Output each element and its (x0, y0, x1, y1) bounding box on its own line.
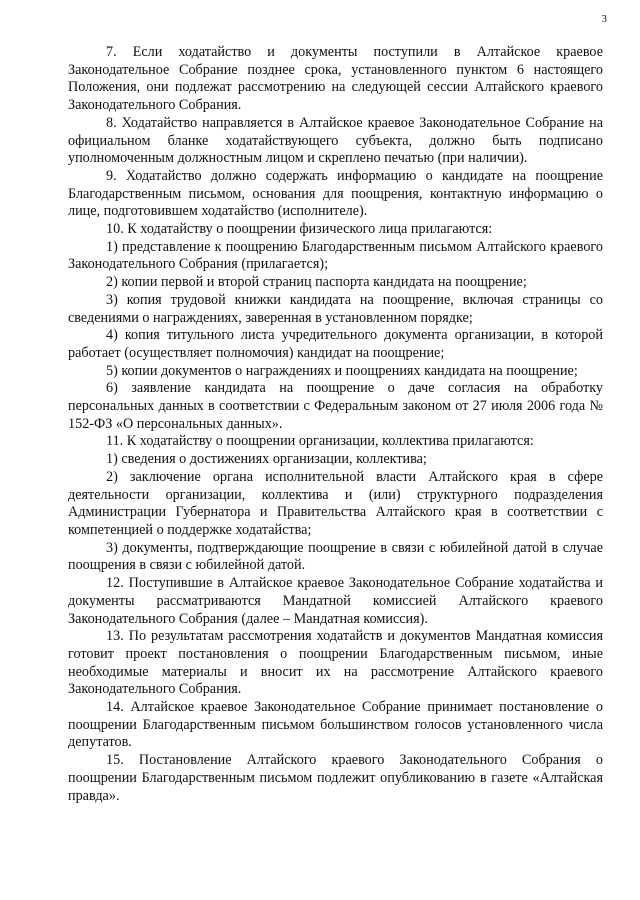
paragraph-14: 14. Алтайское краевое Законодательное Собрание принимает постановление о поощрении Благодарственным письмом большинством голосов установленного числа депутатов. (68, 699, 603, 751)
paragraph-10-item-3: 3) копия трудовой книжки кандидата на поощрение, включая страницы со сведениями о награждениях, заверенная в установленном порядке; (68, 291, 603, 326)
paragraph-11-item-2: 2) заключение органа исполнительной власти Алтайского края в сфере деятельности организации, коллектива и (или) структурного подразделения Администрации Губернатора и Правительства Алтайского края в соответствии с компетенцией о поддержке ходатайства; (68, 468, 603, 538)
document-body (68, 44, 603, 805)
paragraph-10-item-6: 6) заявление кандидата на поощрение о даче согласия на обработку персональных данных в соответствии с Федеральным законом от 27 июля 2006 года № 152-ФЗ «О персональных данных». (68, 380, 603, 432)
paragraph-10-item-5: 5) копии документов о награждениях и поощрениях кандидата на поощрение; (106, 362, 578, 379)
paragraph-13: 13. По результатам рассмотрения ходатайств и документов Мандатная комиссия готовит проект постановления о поощрении Благодарственным письмом, иные необходимые материалы и вносит их на рассмотрение Алтайского краевого Законодательного Собрания. (68, 628, 603, 698)
page-number: 3 (601, 13, 607, 25)
paragraph-11-item-1: 1) сведения о достижениях организации, коллектива; (106, 451, 427, 468)
paragraph-10-item-4: 4) копия титульного листа учредительного документа организации, в которой работает (осуществляет полномочия) кандидат на поощрение; (68, 327, 603, 361)
paragraph-10: 10. К ходатайству о поощрении физического лица прилагаются: (106, 221, 493, 238)
paragraph-8: 8. Ходатайство направляется в Алтайское краевое Законодательное Собрание на официальном бланке ходатайствующего субъекта, должно быть подписано уполномоченным должностным лицом и скреплено печатью (при наличии). (68, 114, 603, 167)
paragraph-11-item-3: 3) документы, подтверждающие поощрение в связи с юбилейной датой в случае поощрения в связи с юбилейной датой. (68, 539, 603, 574)
paragraph-15: 15. Постановление Алтайского краевого Законодательного Собрания о поощрении Благодарственным письмом подлежит опубликованию в газете «Алтайская правда». (68, 752, 603, 804)
paragraph-10-item-1: 1) представление к поощрению Благодарственным письмом Алтайского краевого Законодательного Собрания (прилагается); (68, 238, 603, 273)
paragraph-12: 12. Поступившие в Алтайское краевое Законодательное Собрание ходатайства и документы рассматриваются Мандатной комиссией Алтайского краевого Законодательного Собрания (далее – Мандатная комиссия). (68, 575, 603, 627)
paragraph-10-item-2: 2) копии первой и второй страниц паспорта кандидата на поощрение; (106, 274, 527, 291)
paragraph-11: 11. К ходатайству о поощрении организации, коллектива прилагаются: (106, 433, 534, 450)
paragraph-7: 7. Если ходатайство и документы поступили в Алтайское краевое Законодательное Собрание позднее срока, установленного пунктом 6 настоящего Положения, они подлежат рассмотрению на следующей сессии Алтайского краевого Законодательного Собрания. (68, 44, 603, 114)
paragraph-9: 9. Ходатайство должно содержать информацию о кандидате на поощрение Благодарственным письмом, основания для поощрения, контактную информацию о лице, подготовившем ходатайство (исполнителе). (68, 167, 603, 220)
